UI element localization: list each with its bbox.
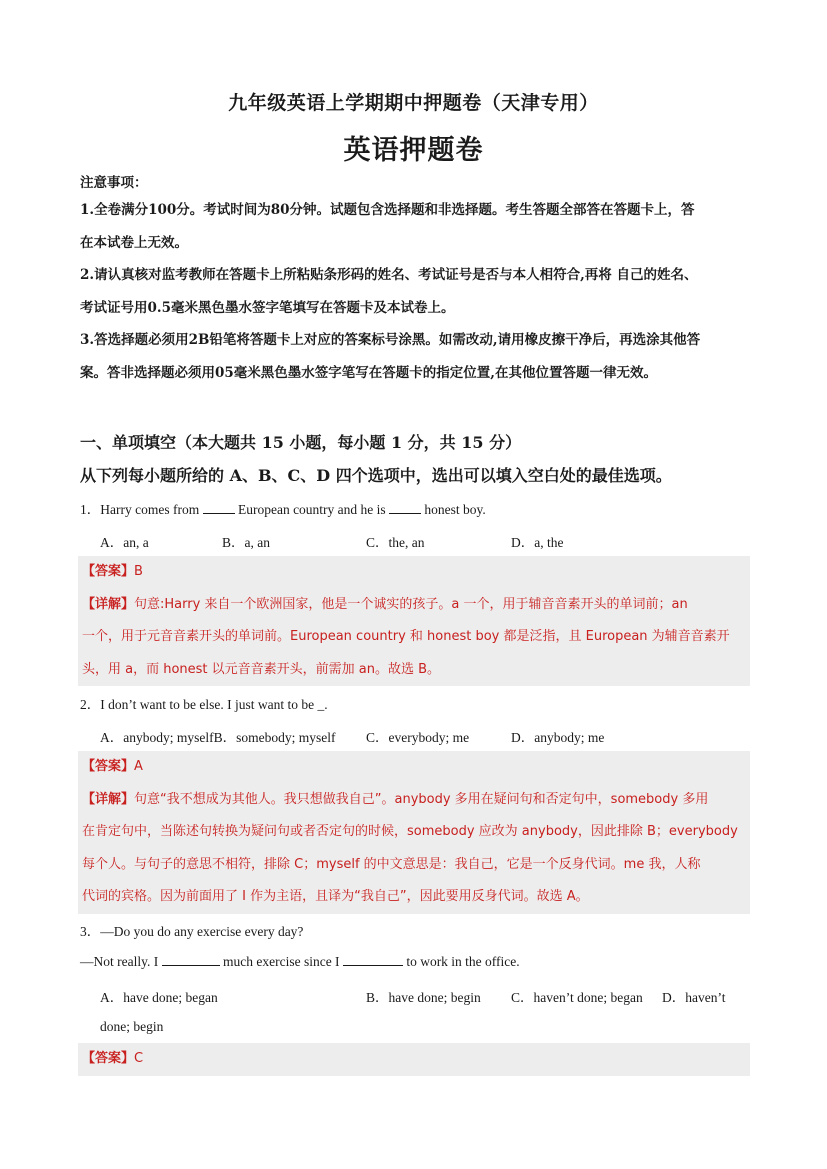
blank [162,953,220,966]
question-1-text-c: honest boy. [421,502,486,517]
question-3-line-2 [80,953,520,970]
question-2-detail-line-3: 每个人。与句子的意思不相符，排除 C；myself 的中文意思是：我自己，它是一个反身代词。me 我，人称 [82,856,701,872]
question-2-answer-block [78,751,750,914]
notes-item-2-line-2: 考试证号用0.5毫米黑色墨水签字笔填写在答题卡及本试卷上。 [80,299,455,316]
question-2-detail-line-4: 代词的宾格。因为前面用了 I 作为主语，且译为“我自己”，因此要用反身代词。故选 A。 [82,889,589,904]
exam-title: 九年级英语上学期期中押题卷（天津专用） [228,92,599,114]
question-2-detail-line-1: 句意“我不想成为其他人。我只想做我自己”。anybody 多用在疑问句和否定句中，somebody 多用 [134,791,709,807]
notes-heading: 注意事项： [80,175,148,191]
question-2-option-a-b: A．anybody; myselfB．somebody; myself [100,730,336,745]
question-1-stem [80,498,486,518]
question-1-option-d: D．a, the [511,535,564,550]
notes-item-3-line-1: 3.答选择题必须用2B铅笔将答题卡上对应的答案标号涂黑。如需改动,请用橡皮擦干净后，再选涂其他答 [80,332,701,348]
question-1-option-c: C．the, an [366,535,425,550]
question-3-answer-block [78,1043,750,1076]
question-3-text-b: much exercise since I [219,954,343,969]
question-1-detail-line-1: 句意:Harry 来自一个欧洲国家，他是一个诚实的孩子。a 一个，用于辅音音素开头的单词前；an [134,596,688,612]
question-3-option-b: B．have done; begin [366,990,481,1005]
question-3-option-d: D．haven’t [662,990,726,1005]
question-1-option-b: B．a, an [222,535,270,550]
question-1-answer-block [78,556,750,686]
notes-block [80,172,750,389]
blank [343,953,403,966]
question-3-answer: C [134,1051,144,1066]
detail-label: 【详解】 [82,791,135,807]
question-3-line-1: 3．—Do you do any exercise every day? [80,924,304,939]
notes-item-1-line-2: 在本试卷上无效。 [80,234,188,251]
question-2-text-b: _. [317,697,328,712]
question-3-option-d-continued: done; begin [100,1019,164,1034]
question-2-answer: A [134,759,143,774]
section-instruction: 从下列每小题所给的 A、B、C、D 四个选项中，选出可以填入空白处的最佳选项。 [80,466,672,485]
question-2-text-a: 2．I don’t want to be else. I just want to be [80,697,318,712]
question-3-option-a: A．have done; began [100,990,218,1005]
detail-label: 【详解】 [82,596,135,612]
question-1-answer: B [134,564,143,579]
section-title: 一、单项填空（本大题共 15 小题，每小题 1 分，共 15 分） [80,433,522,452]
question-1-option-a: A．an, a [100,535,149,550]
question-2-stem [80,693,328,713]
question-2-option-c: C．everybody; me [366,730,470,745]
notes-item-1-line-1: 1.全卷满分100分。考试时间为80分钟。试题包含选择题和非选择题。考生答题全部答在答题卡上，答 [80,202,695,218]
question-1-text-b: European country and he is [234,502,390,517]
blank [203,501,235,514]
notes-item-3-line-2: 案。答非选择题必须用05毫米黑色墨水签字笔写在答题卡的指定位置,在其他位置答题一律无效。 [80,364,657,381]
question-1-detail-line-3: 头，用 a，而 honest 以元音音素开头，前需加 an。故选 B。 [82,661,441,677]
exam-subtitle: 英语押题卷 [343,135,484,166]
question-3-option-c: C．haven’t done; began [511,990,643,1005]
question-2-detail-line-2: 在肯定句中，当陈述句转换为疑问句或者否定句的时候，somebody 应改为 anybody，因此排除 B；everybody [82,824,738,839]
question-2-option-d: D．anybody; me [511,730,605,745]
answer-label: 【答案】 [82,1051,135,1066]
question-1-text-a: 1．Harry comes from [80,502,203,517]
answer-label: 【答案】 [82,564,135,579]
notes-item-2-line-1: 2.请认真核对监考教师在答题卡上所粘贴条形码的姓名、考试证号是否与本人相符合,再将 自己的姓名、 [80,267,698,283]
blank [389,501,421,514]
question-3-text-a: —Not really. I [80,954,162,969]
question-3-text-c: to work in the office. [402,954,520,969]
question-1-detail-line-2: 一个，用于元音音素开头的单词前。European country 和 honest boy 都是泛指，且 European 为辅音音素开 [82,629,730,644]
answer-label: 【答案】 [82,759,135,774]
